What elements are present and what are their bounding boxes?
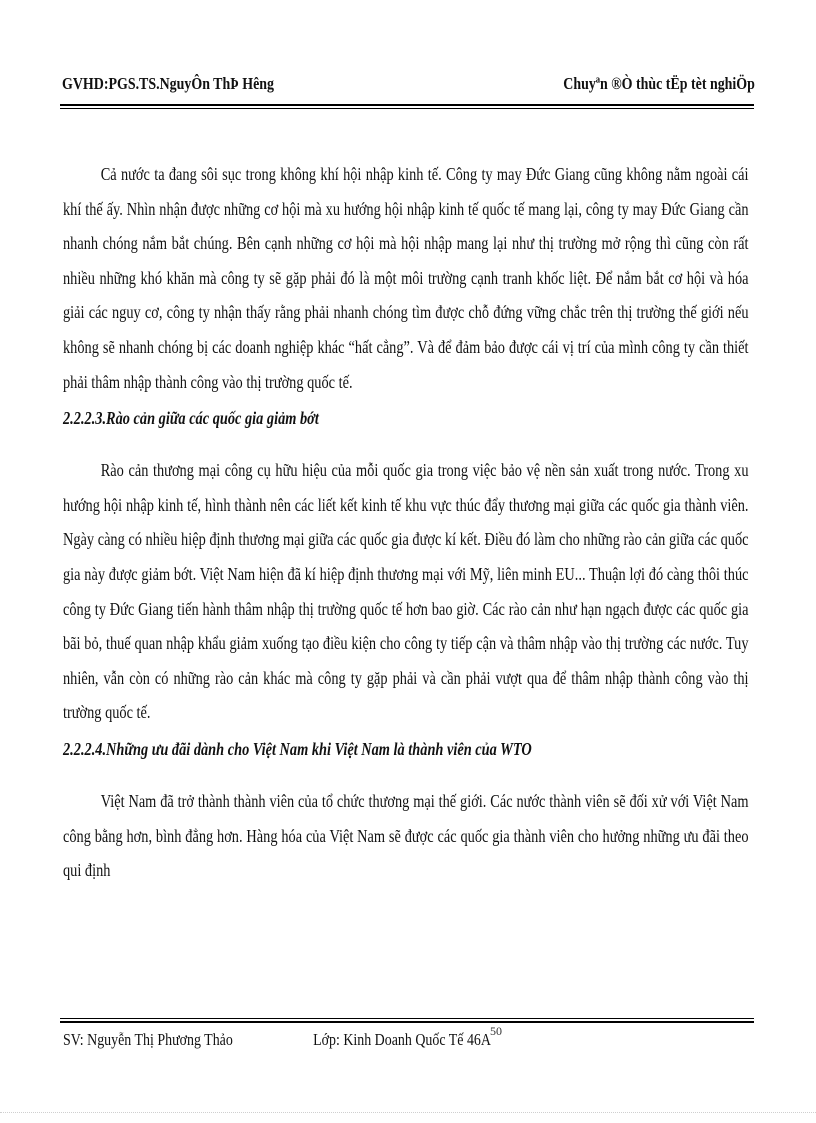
paragraph: Rào cản thương mại công cụ hữu hiệu của mỗi quốc gia trong việc bảo vệ nền sản xuất trong nước. Trong xu hướng hội nhập kinh tế, hình thành nên các liết kết kinh tế khu vực thúc đẩy thương mại giữa các quốc gia thành viên. Ngày càng có nhiều hiệp định thương mại giữa các quốc gia được kí kết. Điều đó làm cho những rào cản giữa các quốc gia này được giảm bớt. Việt Nam hiện đã kí hiệp định thương mại với Mỹ, liên minh EU... Thuận lợi đó càng thôi thúc công ty Đức Giang tiến hành thâm nhập thị trường quốc tế hơn bao giờ. Các rào cản như hạn ngạch được các quốc gia bãi bỏ, thuế quan nhập khẩu giảm xuống tạo điều kiện cho công ty tiếp cận và thâm nhập vào thị trường các nước. Tuy nhiên, vẫn còn có những rào cản khác mà công ty gặp phải và cần phải vượt qua để thâm nhập thành công vào thị trường quốc tế. <box>63 460 749 723</box>
footer-rule-thin <box>60 1018 754 1019</box>
page-number: 50 <box>490 1024 502 1038</box>
section-heading: 2.2.2.4.Những ưu đãi dành cho Việt Nam khi Việt Nam là thành viên của WTO <box>63 738 532 759</box>
header-rule-thin <box>60 108 754 109</box>
document-body <box>63 157 749 888</box>
student-name: SV: Nguyễn Thị Phương Thảo <box>63 1030 233 1049</box>
supervisor-header: GVHD:PGS.TS.NguyÔn ThÞ Hêng <box>62 74 274 93</box>
thesis-title-header: Chuyªn ®Ò thùc tËp tèt nghiÖp <box>563 74 755 93</box>
header-rule <box>60 104 754 106</box>
page-header <box>62 74 755 100</box>
section-heading: 2.2.2.3.Rào cản giữa các quốc gia giảm bớt <box>63 408 319 429</box>
page-footer <box>63 1030 637 1056</box>
class-name: Lớp: Kinh Doanh Quốc Tế 46A <box>313 1030 491 1049</box>
paragraph: Cả nước ta đang sôi sục trong không khí hội nhập kinh tế. Công ty may Đức Giang cũng không nằm ngoài cái khí thế ấy. Nhìn nhận được những cơ hội mà xu hướng hội nhập kinh tế quốc tế mang lại, công ty may Đức Giang cần nhanh chóng nắm bắt chúng. Bên cạnh những cơ hội mà hội nhập mang lại như thị trường mở rộng thì cũng còn rất nhiều những khó khăn mà công ty sẽ gặp phải đó là một môi trường cạnh tranh khốc liệt. Để nắm bắt cơ hội và hóa giải các nguy cơ, công ty nhận thấy rằng phải nhanh chóng tìm được chỗ đứng vững chắc trên thị trường thế giới nếu không sẽ nhanh chóng bị các doanh nghiệp khác “hất cẳng”. Và để đảm bảo được cái vị trí của mình công ty cần thiết phải thâm nhập thành công vào thị trường quốc tế. <box>63 164 749 392</box>
paragraph: Việt Nam đã trở thành thành viên của tổ chức thương mại thế giới. Các nước thành viên sẽ đối xử với Việt Nam công bằng hơn, bình đẳng hơn. Hàng hóa của Việt Nam sẽ được các quốc gia thành viên cho hưởng những ưu đãi theo qui định <box>63 790 749 881</box>
footer-rule <box>60 1021 754 1023</box>
page-edge-divider <box>0 1112 816 1113</box>
